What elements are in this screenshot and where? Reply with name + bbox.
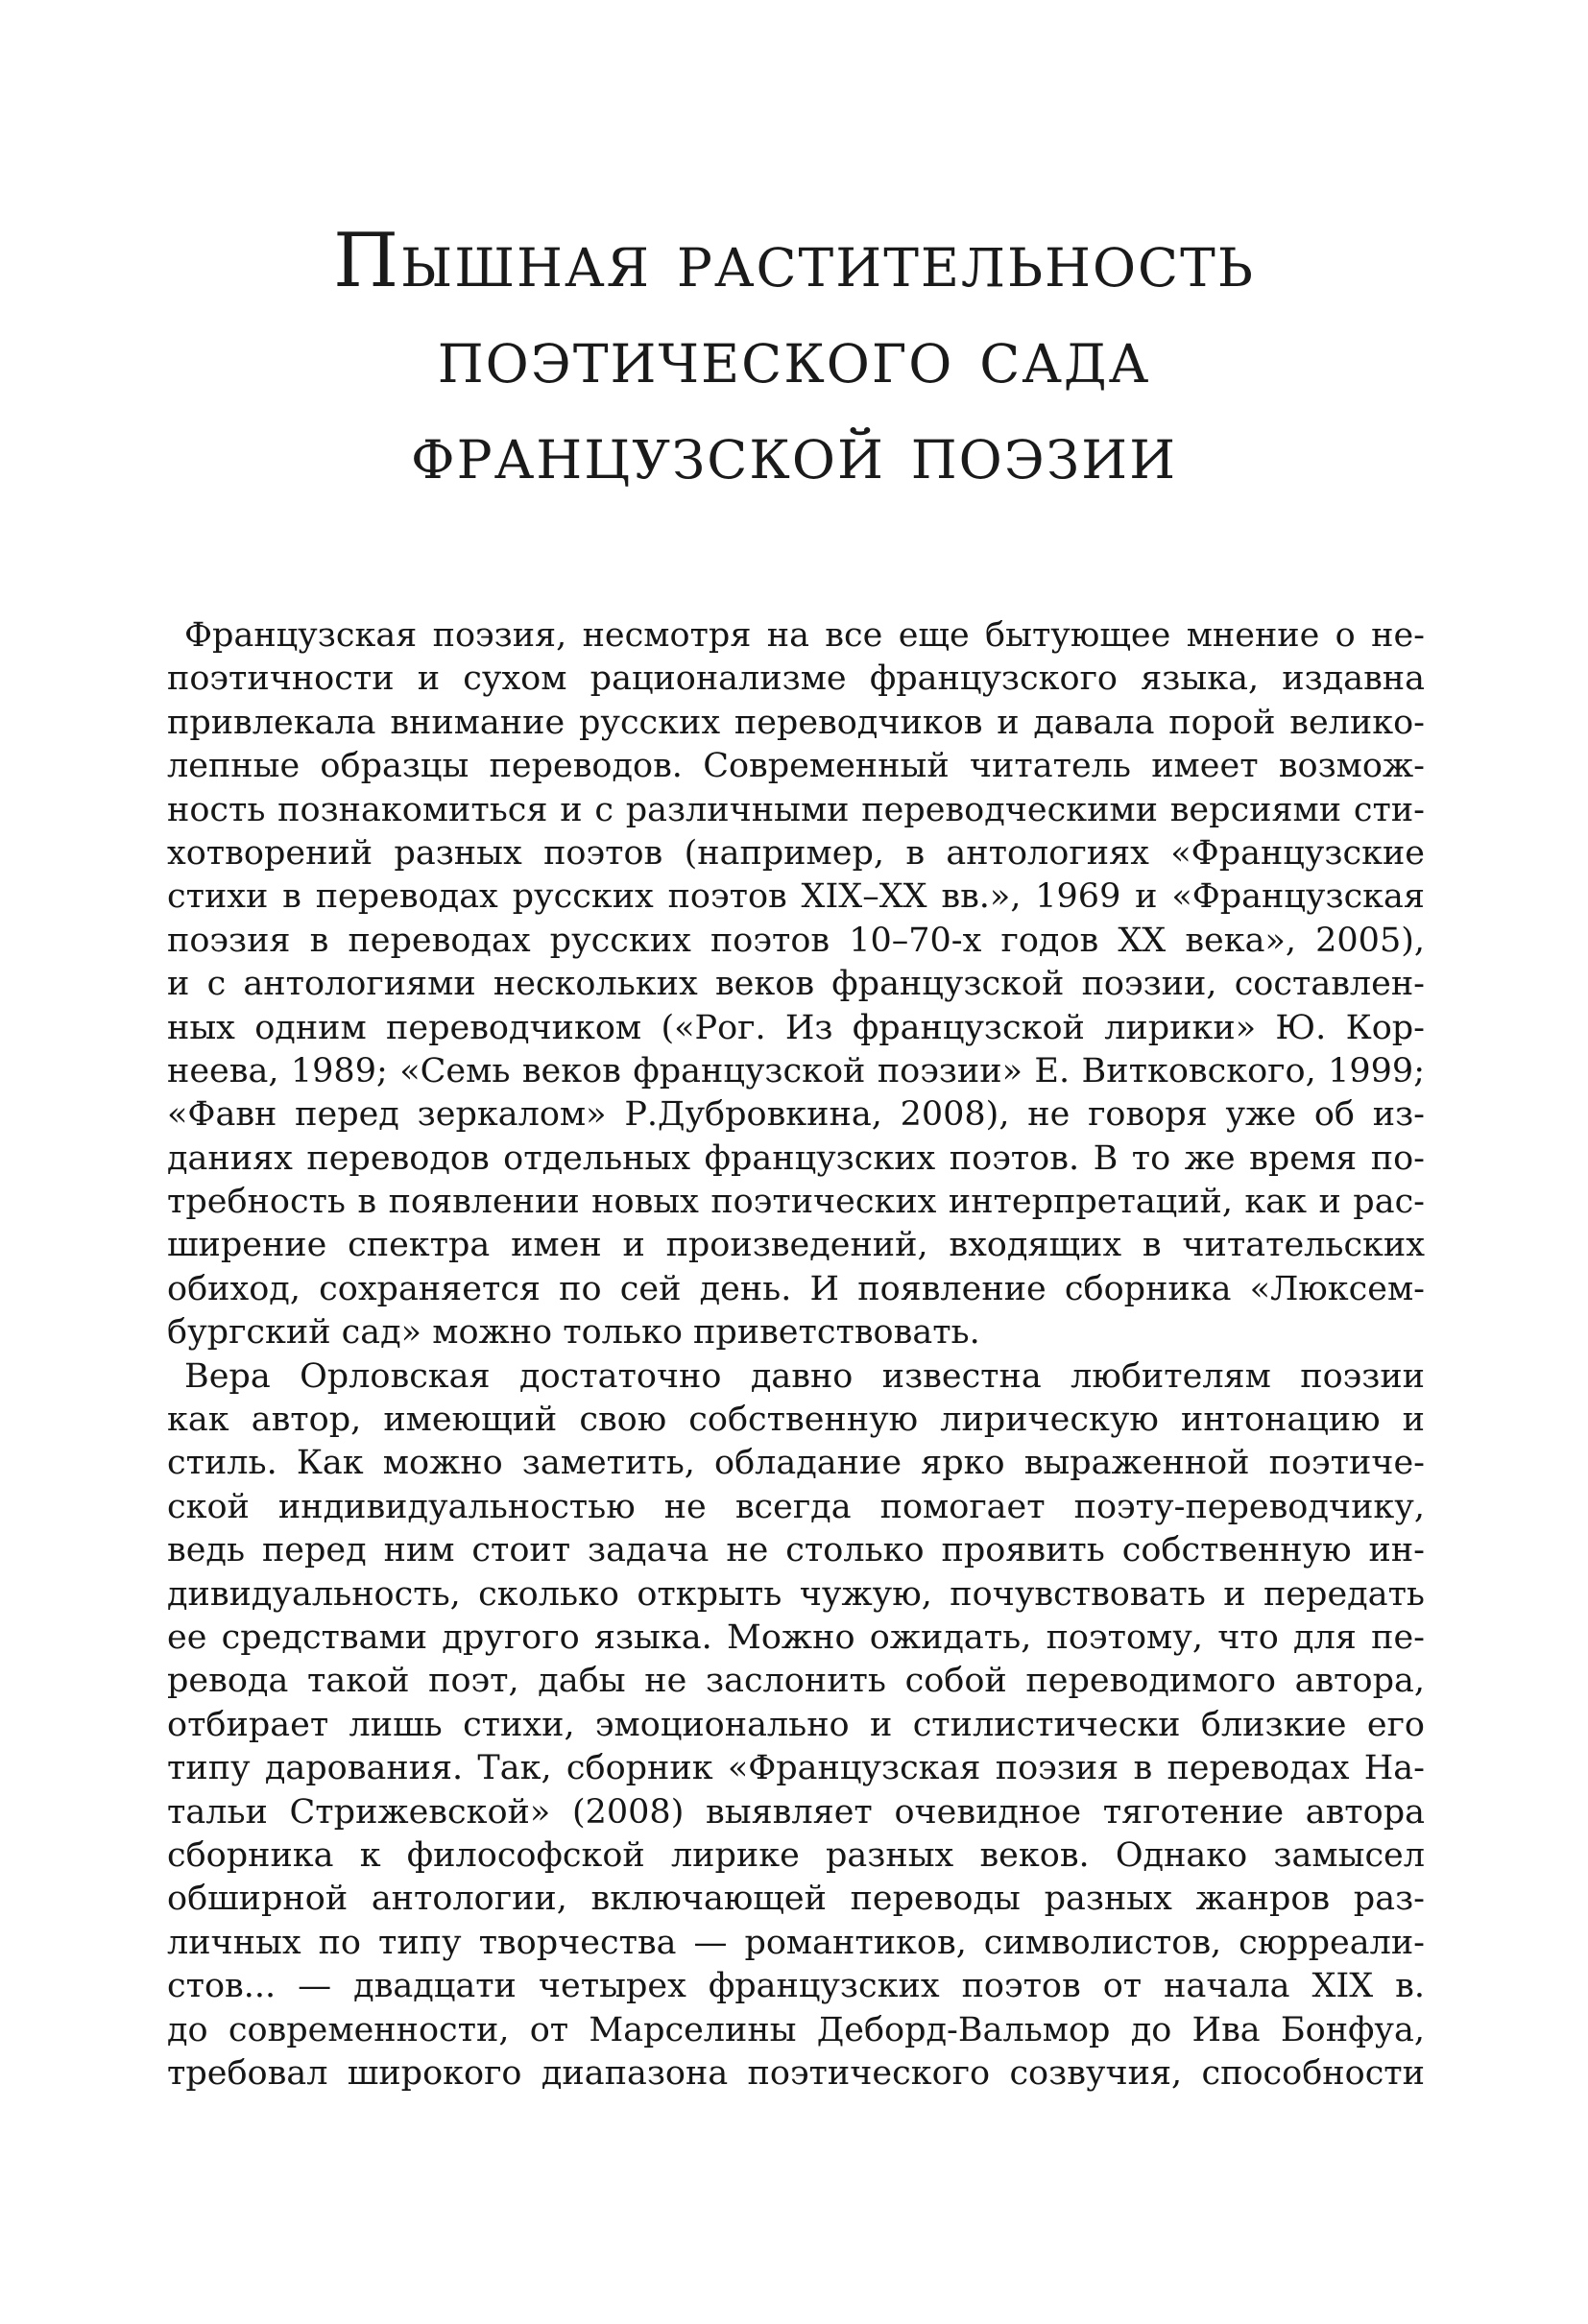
text-line: требность в появлении новых поэтических интерпретаций, как и рас- (167, 1183, 1425, 1222)
title-line: поэтического сада (437, 314, 1151, 400)
text-line: тальи Стрижевской» (2008) выявляет очевидное тяготение автора (167, 1792, 1425, 1832)
text-line: ской индивидуальностью не всегда помогает поэту-переводчику, (167, 1487, 1425, 1526)
text-line: ведь перед ним стоит задача не столько проявить собственную ин- (167, 1531, 1425, 1570)
text-line: отбирает лишь стихи, эмоционально и стилистически близкие его (167, 1705, 1425, 1744)
text-line: ность познакомиться и с различными переводческими версиями сти- (167, 790, 1425, 829)
paragraph (167, 614, 1425, 1355)
text-line: бургский сад» можно только приветствовать. (167, 1313, 980, 1353)
text-line: «Фавн перед зеркалом» Р.Дубровкина, 2008), не говоря уже об из- (167, 1095, 1425, 1135)
text-line: поэтичности и сухом рационализме французского языка, издавна (167, 659, 1425, 699)
text-line: ширение спектра имен и произведений, входящих в читательских (167, 1226, 1425, 1265)
paragraph (167, 1355, 1425, 2096)
text-line: личных по типу творчества — романтиков, символистов, сюрреали- (167, 1923, 1425, 1962)
body-text (167, 614, 1425, 2096)
text-line: ных одним переводчиком («Рог. Из французской лирики» Ю. Кор- (167, 1008, 1425, 1047)
text-line: хотворений разных поэтов (например, в антологиях «Французские (167, 833, 1425, 873)
text-line: Вера Орловская достаточно давно известна любителям поэзии (184, 1356, 1425, 1396)
text-line: неева, 1989; «Семь веков французской поэзии» Е. Витковского, 1999; (167, 1051, 1425, 1090)
page-title (0, 213, 1588, 501)
text-line: типу дарования. Так, сборник «Французская поэзия в переводах На- (167, 1749, 1425, 1788)
text-line: обиход, сохраняется по сей день. И появление сборника «Люксем- (167, 1269, 1425, 1308)
text-line: лепные образцы переводов. Современный читатель имеет возмож- (167, 747, 1425, 786)
text-line: даниях переводов отдельных французских поэтов. В то же время по- (167, 1138, 1425, 1178)
text-line: как автор, имеющий свою собственную лирическую интонацию и (167, 1401, 1425, 1440)
text-line: стов... — двадцати четырех французских поэтов от начала XIX в. (167, 1967, 1425, 2006)
text-line: ее средствами другого языка. Можно ожидать, поэтому, что для пе- (167, 1617, 1425, 1657)
text-line: до современности, от Марселины Деборд-Вальмор до Ива Бонфуа, (167, 2010, 1425, 2049)
text-line: сборника к философской лирике разных веков. Однако замысел (167, 1835, 1425, 1875)
text-line: стиль. Как можно заметить, обладание ярко выраженной поэтиче- (167, 1444, 1425, 1483)
text-line: и с антологиями нескольких веков французской поэзии, составлен- (167, 965, 1425, 1004)
title-line: Пышная растительность (333, 218, 1255, 304)
title-line: французской поэзии (410, 410, 1178, 496)
text-line: стихи в переводах русских поэтов XIX–XX вв.», 1969 и «Французская (167, 877, 1425, 917)
text-line: привлекала внимание русских переводчиков и давала порой велико- (167, 703, 1425, 742)
text-line: дивидуальность, сколько открыть чужую, почувствовать и передать (167, 1574, 1425, 1614)
text-line: обширной антологии, включающей переводы разных жанров раз- (167, 1880, 1425, 1919)
text-line: Французская поэзия, несмотря на все еще бытующее мнение о не- (184, 616, 1425, 655)
text-line: поэзия в переводах русских поэтов 10–70-х годов XX века», 2005), (167, 921, 1425, 960)
text-line: ревода такой поэт, дабы не заслонить собой переводимого автора, (167, 1662, 1425, 1701)
text-line: требовал широкого диапазона поэтического созвучия, способности (167, 2053, 1425, 2093)
